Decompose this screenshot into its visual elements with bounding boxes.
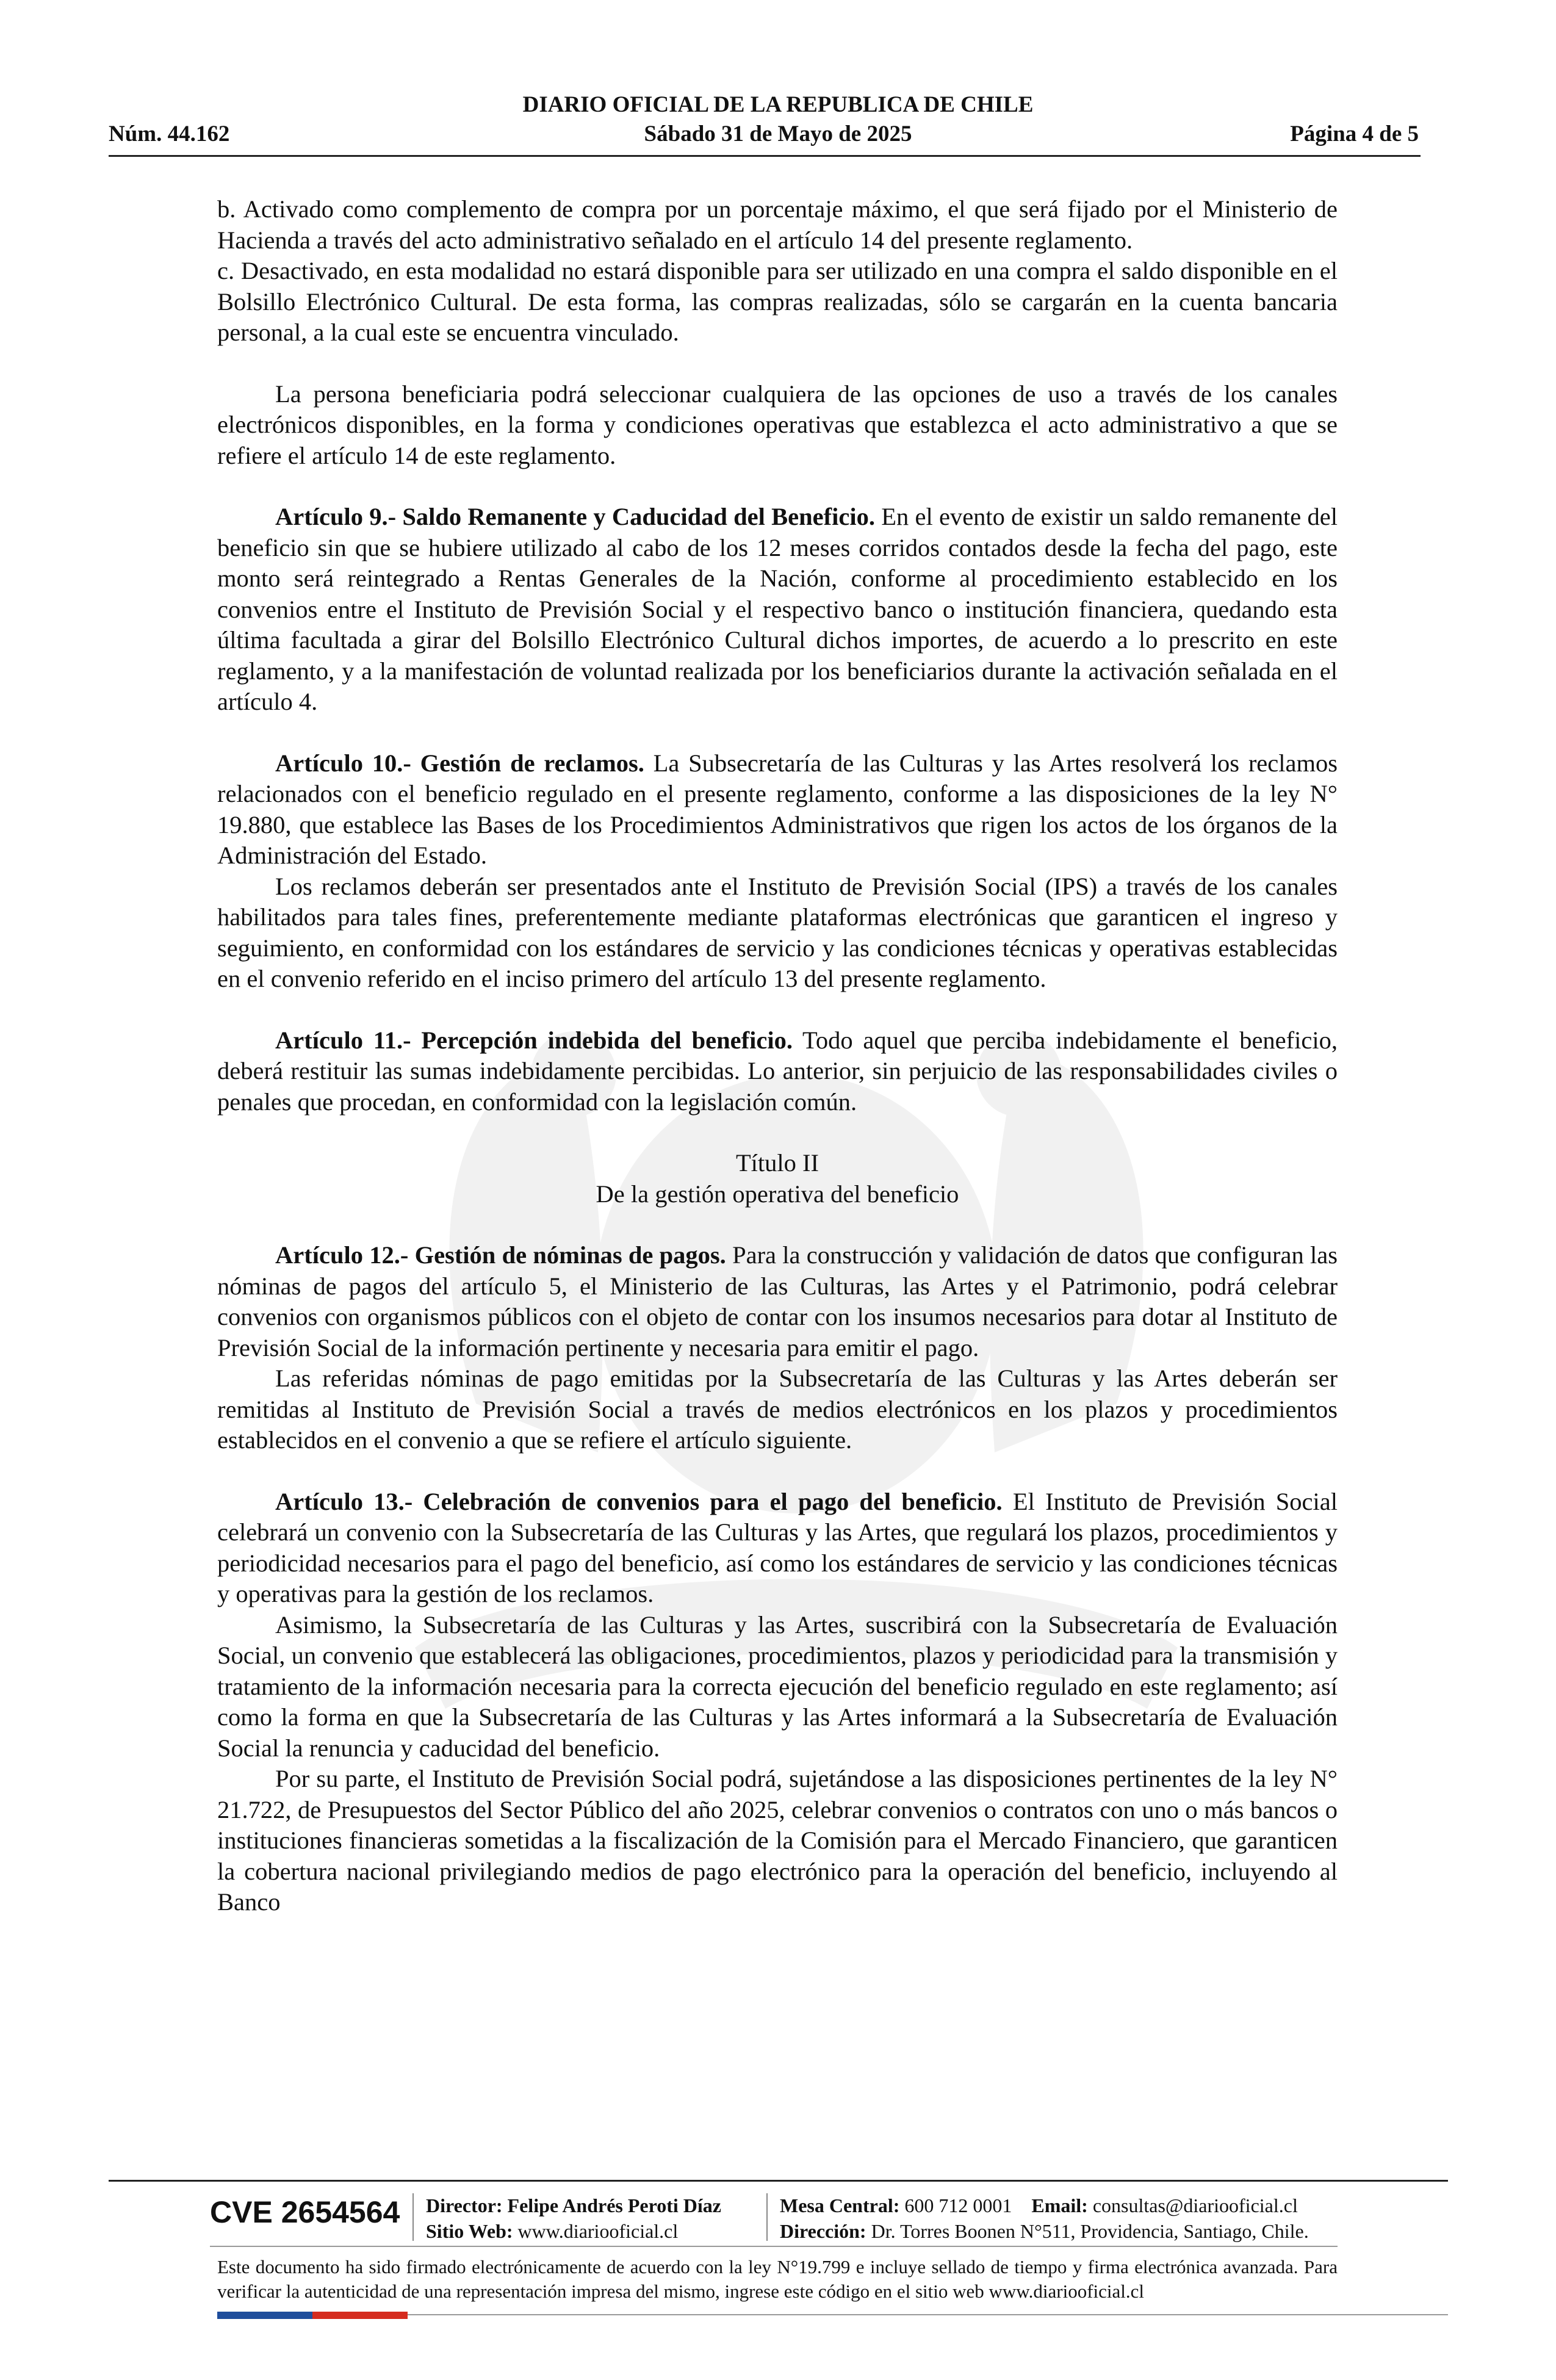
footer-director-block bbox=[426, 2193, 721, 2244]
email-label: Email: bbox=[1031, 2194, 1088, 2216]
page-indicator: Página 4 de 5 bbox=[1290, 121, 1419, 146]
paragraph: Asimismo, la Subsecretaría de las Culturas y las Artes, suscribirá con la Subsecretaría de Evaluación Social, un convenio que establecerá las obligaciones, procedimientos, plazos y periodicidad para la transmisión y tratamiento de la información necesaria para la correcta ejecución del beneficio regulado en este reglamento; así como la forma en que la Subsecretaría de las Culturas y las Artes informará a la Subsecretaría de Evaluación Social la renuncia y caducidad del beneficio. bbox=[217, 1610, 1338, 1762]
footer-bottom-rule bbox=[408, 2314, 1448, 2315]
email-link[interactable]: consultas@diariooficial.cl bbox=[1092, 2194, 1298, 2216]
article-10 bbox=[217, 748, 1338, 871]
issue-date: Sábado 31 de Mayo de 2025 bbox=[644, 121, 912, 146]
article-heading: Artículo 9.- Saldo Remanente y Caducidad del Beneficio. bbox=[275, 503, 875, 530]
article-13 bbox=[217, 1487, 1338, 1610]
article-text: Para la construcción y validación de datos que configuran las nóminas de pagos del artículo 5, el Ministerio de las Culturas, las Artes y el Patrimonio, podrá celebrar convenios con organismos públicos con el objeto de contar con los insumos necesarios para dotar al Instituto de Previsión Social de la información pertinente y necesaria para emitir el pago. bbox=[217, 1241, 1338, 1361]
footer-contact-block bbox=[780, 2193, 1309, 2244]
article-heading: Artículo 10.- Gestión de reclamos. bbox=[275, 749, 644, 777]
article-text: La Subsecretaría de las Culturas y las Artes resolverá los reclamos relacionados con el beneficio regulado en el presente reglamento, conforme a las disposiciones de la ley N° 19.880, que establece las Bases de los Procedimientos Administrativos que rigen los actos de los órganos de la Administración del Estado. bbox=[217, 749, 1338, 869]
footer-divider bbox=[109, 2180, 1448, 2182]
article-heading: Artículo 13.- Celebración de convenios para el pago del beneficio. bbox=[275, 1487, 1003, 1515]
paragraph: Las referidas nóminas de pago emitidas por la Subsecretaría de las Culturas y las Artes deberán ser remitidas al Instituto de Previsión Social a través de medios electrónicos en los plazos y procedimientos establecidos en el convenio a que se refiere el artículo siguiente. bbox=[217, 1365, 1338, 1454]
website-label: Sitio Web: bbox=[426, 2220, 513, 2242]
article-heading: Artículo 12.- Gestión de nóminas de pagos. bbox=[275, 1241, 726, 1269]
flag-bar-blue bbox=[217, 2312, 312, 2319]
website-link[interactable]: www.diariooficial.cl bbox=[517, 2220, 679, 2242]
paragraph: Por su parte, el Instituto de Previsión Social podrá, sujetándose a las disposiciones pertinentes de la ley N° 21.722, de Presupuestos del Sector Público del año 2025, celebrar convenios o contratos con uno o más bancos o instituciones financieras sometidas a la fiscalización de la Comisión para el Mercado Financiero, que garanticen la cobertura nacional privilegiando medios de pago electrónico para la operación del beneficio, incluyendo al Banco bbox=[217, 1765, 1338, 1916]
address-label: Dirección: bbox=[780, 2220, 866, 2242]
footer-separator bbox=[412, 2193, 414, 2241]
article-text: El Instituto de Previsión Social celebrará un convenio con la Subsecretaría de las Culturas y las Artes, que regulará los plazos, procedimientos y periodicidad necesarios para el pago del beneficio, así como los estándares de servicio y las condiciones técnicas y operativas para la gestión de los reclamos. bbox=[217, 1487, 1338, 1607]
title-name: De la gestión operativa del beneficio bbox=[596, 1180, 959, 1208]
paragraph: c. Desactivado, en esta modalidad no estará disponible para ser utilizado en una compra el saldo disponible en el Bolsillo Electrónico Cultural. De esta forma, las compras realizadas, sólo se cargarán en la cuenta bancaria personal, a la cual este se encuentra vinculado. bbox=[217, 257, 1338, 346]
header-divider bbox=[109, 155, 1421, 157]
article-text: En el evento de existir un saldo remanente del beneficio sin que se hubiere utilizado al cabo de los 12 meses corridos contados desde la fecha del pago, este monto será reintegrado a Rentas Generales de la Nación, conforme al procedimiento establecido en los convenios entre el Instituto de Previsión Social y el respectivo banco o institución financiera, quedando esta última facultada a girar del Bolsillo Electrónico Cultural dichos importes, de acuerdo a lo prescrito en este reglamento, y a la manifestación de voluntad realizada por los beneficiarios durante la activación señalada en el artículo 4. bbox=[217, 503, 1338, 715]
legal-notice: Este documento ha sido firmado electrónicamente de acuerdo con la ley N°19.799 e incluye sellado de tiempo y firma electrónica avanzada. Para verificar la autenticidad de una representación impresa del mismo, ingrese este código en el sitio web www.diariooficial.cl bbox=[217, 2256, 1338, 2302]
address-value: Dr. Torres Boonen N°511, Providencia, Santiago, Chile. bbox=[871, 2220, 1309, 2242]
article-heading: Artículo 11.- Percepción indebida del beneficio. bbox=[275, 1026, 793, 1054]
document-body bbox=[217, 194, 1338, 1918]
flag-bar-red bbox=[312, 2312, 408, 2319]
paragraph: b. Activado como complemento de compra por un porcentaje máximo, el que será fijado por el Ministerio de Hacienda a través del acto administrativo señalado en el artículo 14 del presente reglamento. bbox=[217, 195, 1338, 254]
article-9 bbox=[217, 502, 1338, 718]
director-label: Director: bbox=[426, 2194, 503, 2216]
cve-code: CVE 2654564 bbox=[210, 2195, 400, 2229]
issue-number: Núm. 44.162 bbox=[109, 121, 230, 146]
article-11 bbox=[217, 1025, 1338, 1118]
mesa-label: Mesa Central: bbox=[780, 2194, 900, 2216]
newspaper-title: DIARIO OFICIAL DE LA REPUBLICA DE CHILE bbox=[522, 92, 1034, 117]
article-text: Todo aquel que perciba indebidamente el beneficio, deberá restituir las sumas indebidamente percibidas. Lo anterior, sin perjuicio de las responsabilidades civiles o penales que procedan, en conformidad con la legislación común. bbox=[217, 1026, 1338, 1116]
article-12 bbox=[217, 1240, 1338, 1363]
paragraph: La persona beneficiaria podrá seleccionar cualquiera de las opciones de uso a través de los canales electrónicos disponibles, en la forma y condiciones operativas que establezca el acto administrativo a que se refiere el artículo 14 de este reglamento. bbox=[217, 380, 1338, 469]
mesa-phone: 600 712 0001 bbox=[904, 2194, 1012, 2216]
paragraph: Los reclamos deberán ser presentados ante el Instituto de Previsión Social (IPS) a través de los canales habilitados para tales fines, preferentemente mediante plataformas electrónicas que garanticen el ingreso y seguimiento, en conformidad con los estándares de servicio y las condiciones técnicas y operativas establecidas en el convenio referido en el inciso primero del artículo 13 del presente reglamento. bbox=[217, 872, 1338, 992]
title-number: Título II bbox=[735, 1149, 819, 1177]
footer-divider bbox=[210, 2246, 1338, 2247]
footer-separator bbox=[766, 2193, 768, 2241]
director-name: Felipe Andrés Peroti Díaz bbox=[507, 2194, 721, 2216]
